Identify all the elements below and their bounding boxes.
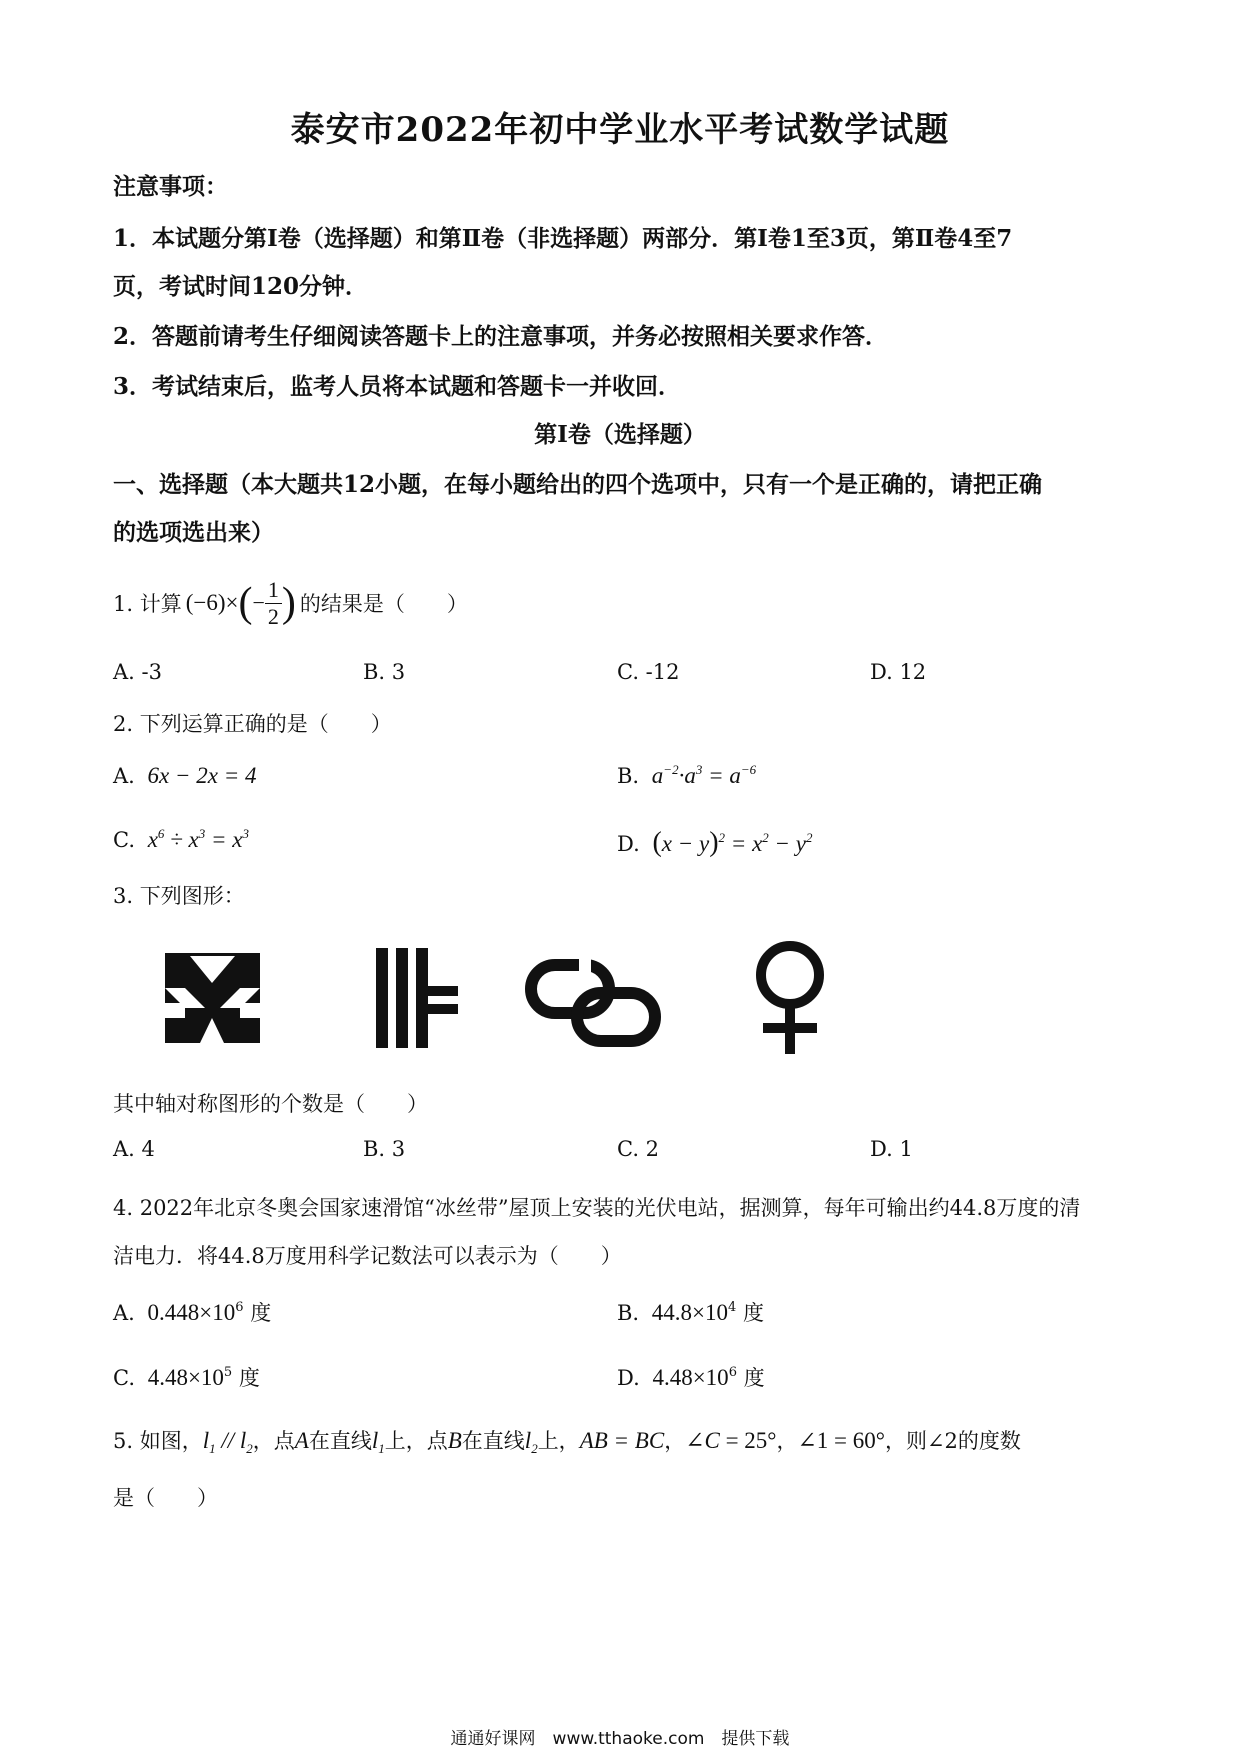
- question-3-option-d: D. 1: [870, 1137, 913, 1161]
- page-footer: 通通好课网 www.tthaoke.com 提供下载: [450, 1729, 790, 1749]
- female-symbol-figure: [745, 940, 835, 1055]
- question-1-stem: 1. 计算 (−6)× ( − $\frac{1}{2}$ ) 的结果是（ ）: [113, 576, 468, 629]
- notice-item-2: 2．答题前请考生仔细阅读答题卡上的注意事项，并务必按照相关要求作答．: [113, 323, 889, 350]
- notice-item-3: 3．考试结束后，监考人员将本试题和答题卡一并收回．: [113, 373, 682, 400]
- question-3-stem: 3. 下列图形：: [113, 884, 245, 908]
- question-1-option-b: B. 3: [363, 660, 406, 684]
- section-1-title: 第Ⅰ卷（选择题）: [534, 421, 706, 448]
- question-2-option-c: C. $x^6 \div x^3 = x^3$: [113, 826, 249, 852]
- question-3-option-c: C. 2: [617, 1137, 660, 1161]
- question-3-option-b: B. 3: [363, 1137, 406, 1161]
- question-1-prefix: 1. 计算: [113, 592, 182, 616]
- question-4-line-1: 4. 2022年北京冬奥会国家速滑馆“冰丝带”屋顶上安装的光伏电站，据测算，每年可输出约44.8万度的清: [113, 1196, 1081, 1220]
- question-3-option-a: A. 4: [113, 1137, 155, 1161]
- question-2-option-b: B. $a^{-2}\cdot a^3 = a^{-6}$: [617, 762, 757, 788]
- question-2-option-a: A. 6x − 2x = 4: [113, 763, 257, 788]
- question-4-line-2: 洁电力．将44.8万度用科学记数法可以表示为（ ）: [113, 1244, 622, 1268]
- question-4-option-a: A. $0.448\times 10^6$ 度: [113, 1300, 272, 1325]
- double-t-figure: [372, 948, 462, 1048]
- question-5-line-1: 5. 如图，$l_1 // l_2$，点A在直线$l_1$上，点B在直线$l_2$上，AB = BC，∠C = 25°，∠1 = 60°，则∠2的度数: [113, 1428, 1021, 1456]
- notice-item-1-line-1: 1．本试题分第Ⅰ卷（选择题）和第Ⅱ卷（非选择题）两部分．第Ⅰ卷1至3页，第Ⅱ卷4至7: [113, 225, 1013, 252]
- question-3-question: 其中轴对称图形的个数是（ ）: [113, 1092, 428, 1116]
- question-1-expr-left: (−6)×: [185, 590, 239, 615]
- question-4-option-b: B. $44.8\times 10^4$ 度: [617, 1300, 764, 1325]
- section-1-heading-line-2: 的选项选出来）: [113, 519, 274, 546]
- page-title: 泰安市2022年初中学业水平考试数学试题: [290, 110, 950, 150]
- question-4-option-d: D. $4.48\times 10^6$ 度: [617, 1365, 765, 1390]
- question-2-option-d: D. $(x - y)^2 = x^2 - y^2$: [617, 827, 813, 858]
- question-4-option-c: C. $4.48\times 10^5$ 度: [113, 1365, 260, 1390]
- question-1-suffix: 的结果是（ ）: [299, 592, 468, 616]
- question-1-option-a: A. -3: [113, 660, 162, 684]
- chain-links-figure: [525, 955, 665, 1050]
- question-2-stem: 2. 下列运算正确的是（ ）: [113, 712, 392, 736]
- question-1-option-c: C. -12: [617, 660, 680, 684]
- question-1-option-d: D. 12: [870, 660, 927, 684]
- zigzag-square-figure: [160, 948, 270, 1048]
- section-1-heading-line-1: 一、选择题（本大题共12小题，在每小题给出的四个选项中，只有一个是正确的，请把正确: [113, 471, 1043, 498]
- notice-item-1-line-2: 页，考试时间120分钟．: [113, 273, 369, 300]
- question-1-fraction: $\frac{1}{2}$: [265, 577, 282, 630]
- notice-heading: 注意事项：: [113, 173, 228, 200]
- question-5-line-2: 是（ ）: [113, 1486, 218, 1510]
